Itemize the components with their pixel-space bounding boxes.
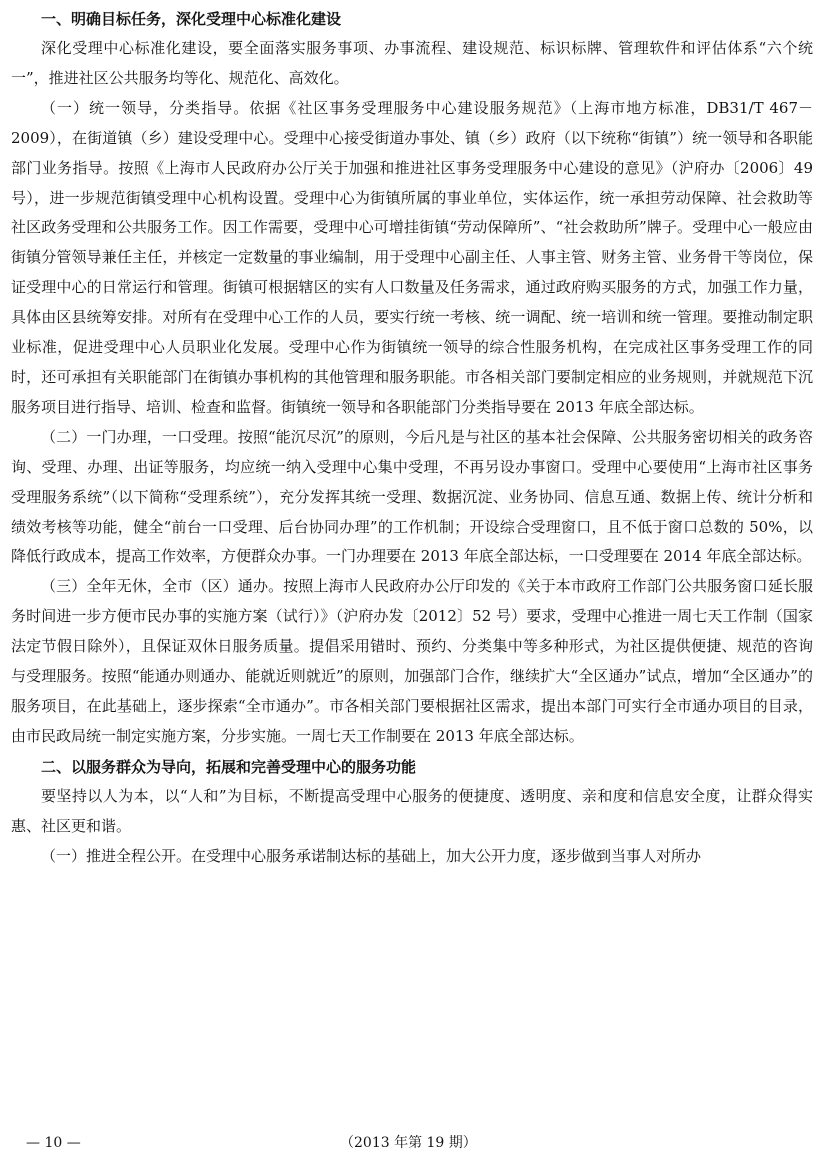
section-heading-2: 二、以服务群众为导向，拓展和完善受理中心的服务功能	[41, 757, 417, 776]
paragraph-text: 要坚持以人为本，以“人和”为目标，不断提高受理中心服务的便捷度、透明度、亲和度和信息安全度，让群众得实惠、社区更和谐。	[11, 786, 813, 835]
issue-label: （2013 年第 19 期）	[340, 1135, 477, 1151]
paragraph-text: 在受理中心服务承诺制达标的基础上，加大公开力度，逐步做到当事人对所办	[191, 846, 702, 865]
intro-paragraph-1	[11, 34, 813, 94]
section-heading-1: 一、明确目标任务，深化受理中心标准化建设	[41, 10, 342, 28]
intro-paragraph-2	[11, 782, 813, 842]
page-number: — 10 —	[26, 1135, 81, 1151]
paragraph-unified-leadership	[11, 94, 813, 423]
paragraph-text: 按照“能沉尽沉”的原则，今后凡是与社区的基本社会保障、公共服务密切相关的政务咨询、受理、办理、出证等服务，均应统一纳入受理中心集中受理，不再另设办事窗口。受理中心要使用“上海市社区事务受理服务系统”（以下简称“受理系统”），充分发挥其统一受理、数据沉淀、业务协同、信息互通、数据上传、统计分析和绩效考核等功能，健全“前台一口受理、后台协同办理”的工作机制；开设综合受理窗口，且不低于窗口总数的 50%，以降低行政成本，提高工作效率，方便群众办事。一门办理要在 2013 年底全部达标，一口受理要在 2014 年底全部达标。	[11, 427, 813, 566]
paragraph-lead: （一）统一领导，分类指导。	[41, 98, 250, 117]
paragraph-all-year	[11, 572, 813, 751]
paragraph-text: 依据《社区事务受理服务中心建设服务规范》（上海市地方标准，DB31/T 467－2009），在街道镇（乡）建设受理中心。受理中心接受街道办事处、镇（乡）政府（以下统称“街镇”）统一领导和各职能部门业务指导。按照《上海市人民政府办公厅关于加强和推进社区事务受理服务中心建设的意见》（沪府办〔2006〕49 号），进一步规范街镇受理中心机构设置。受理中心为街镇所属的事业单位，实体运作，统一承担劳动保障、社会救助等社区政务受理和公共服务工作。因工作需要，受理中心可增挂街镇“劳动保障所”、“社会救助所”牌子。受理中心一般应由街镇分管领导兼任主任，并核定一定数量的事业编制，用于受理中心副主任、人事主管、财务主管、业务骨干等岗位，保证受理中心的日常运行和管理。街镇可根据辖区的实有人口数量及任务需求，通过政府购买服务的方式，加强工作力量，具体由区县统筹安排。对所有在受理中心工作的人员，要实行统一考核、统一调配、统一培训和统一管理。要推动制定职业标准，促进受理中心人员职业化发展。受理中心作为街镇统一领导的综合性服务机构，在完成社区事务受理工作的同时，还可承担有关职能部门在街镇办事机构的其他管理和服务职能。市各相关部门要制定相应的业务规则，并就规范下沉服务项目进行指导、培训、检查和监督。街镇统一领导和各职能部门分类指导要在 2013 年底全部达标。	[11, 98, 813, 416]
paragraph-full-disclosure	[11, 842, 813, 872]
paragraph-lead: （一）推进全程公开。	[41, 846, 192, 865]
document-body	[11, 4, 813, 871]
paragraph-one-door	[11, 423, 813, 573]
paragraph-lead: （三）全年无休，全市（区）通办。	[41, 577, 284, 596]
page-footer	[0, 1128, 827, 1158]
paragraph-text: 深化受理中心标准化建设，要全面落实服务事项、办事流程、建设规范、标识标牌、管理软件和评估体系“六个统一”，推进社区公共服务均等化、规范化、高效化。	[11, 39, 813, 87]
paragraph-lead: （二）一门办理，一口受理。	[41, 427, 238, 446]
paragraph-text: 按照上海市人民政府办公厅印发的《关于本市政府工作部门公共服务窗口延长服务时间进一步方便市民办事的实施方案（试行）》（沪府办发〔2012〕52 号）要求，受理中心推进一周七天工作制（国家法定节假日除外），且保证双休日服务质量。提倡采用错时、预约、分类集中等多种形式，为社区提供便捷、规范的咨询与受理服务。按照“能通办则通办、能就近则就近”的原则，加强部门合作，继续扩大“全区通办”试点，增加“全区通办”的服务项目，在此基础上，逐步探索“全市通办”。市各相关部门要根据社区需求，提出本部门可实行全市通办项目的目录，由市民政局统一制定实施方案，分步实施。一周七天工作制要在 2013 年底全部达标。	[11, 577, 813, 745]
